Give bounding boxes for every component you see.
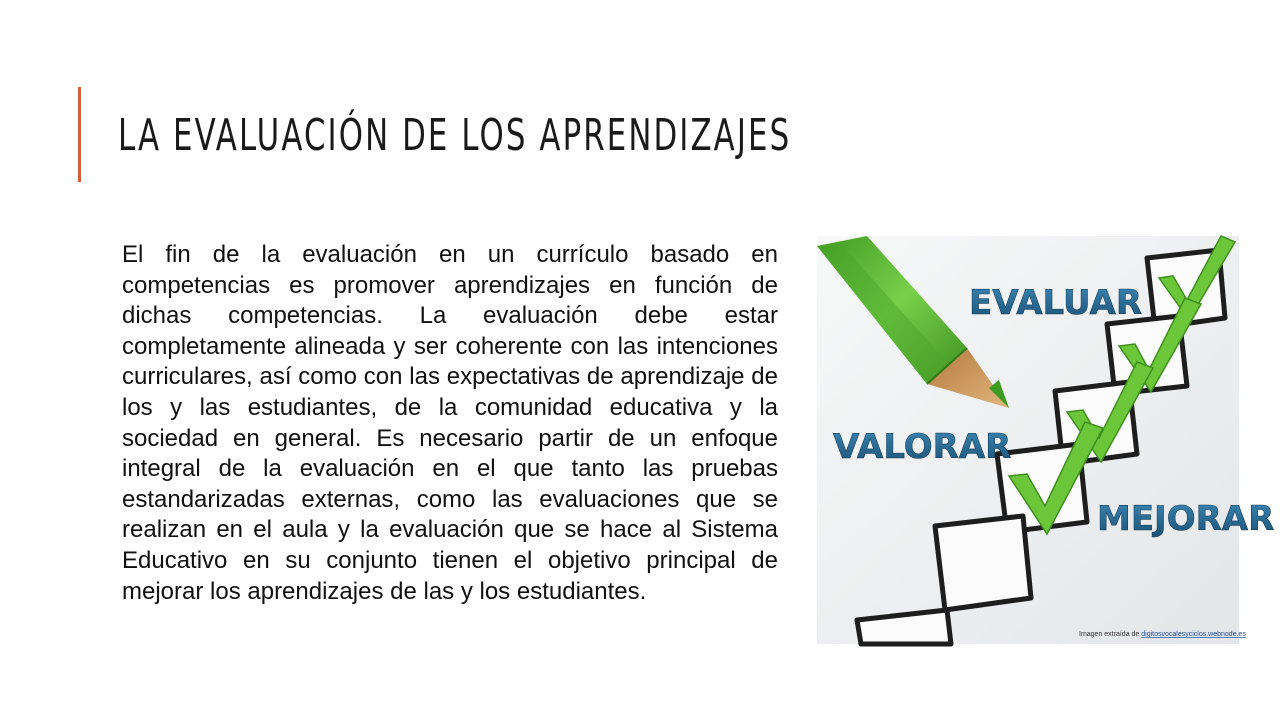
slide-title: LA EVALUACIÓN DE LOS APRENDIZAJES [118,110,792,161]
title-accent-bar [78,87,81,182]
word-mejorar: MEJORAR [1097,499,1275,539]
word-valorar: VALORAR [833,427,1012,467]
image-credit [1079,631,1246,638]
image-credit-link: digitosvocalesyciclos.webnode.es [1141,631,1246,638]
slide-body-text: El fin de la evaluación en un currículo basado en competencias es promover aprendizajes en función de dichas competencias. La evaluación debe estar completamente alineada y ser coherente con las intenciones curriculares, así como con las expectativas de aprendizaje de los y las estudiantes, de la comunidad educativa y la sociedad en general. Es necesario partir de un enfoque integral de la evaluación en el que tanto las pruebas estandarizadas externas, como las evaluaciones que se realizan en el aula y la evaluación que se hace al Sistema Educativo en su conjunto tienen el objetivo principal de mejorar los aprendizajes de las y los estudiantes. [122,241,778,605]
evaluation-illustration [817,236,1275,644]
illustration-svg [817,236,1275,644]
image-credit-prefix: Imagen extraída de [1079,631,1142,638]
word-evaluar: EVALUAR [969,283,1143,323]
